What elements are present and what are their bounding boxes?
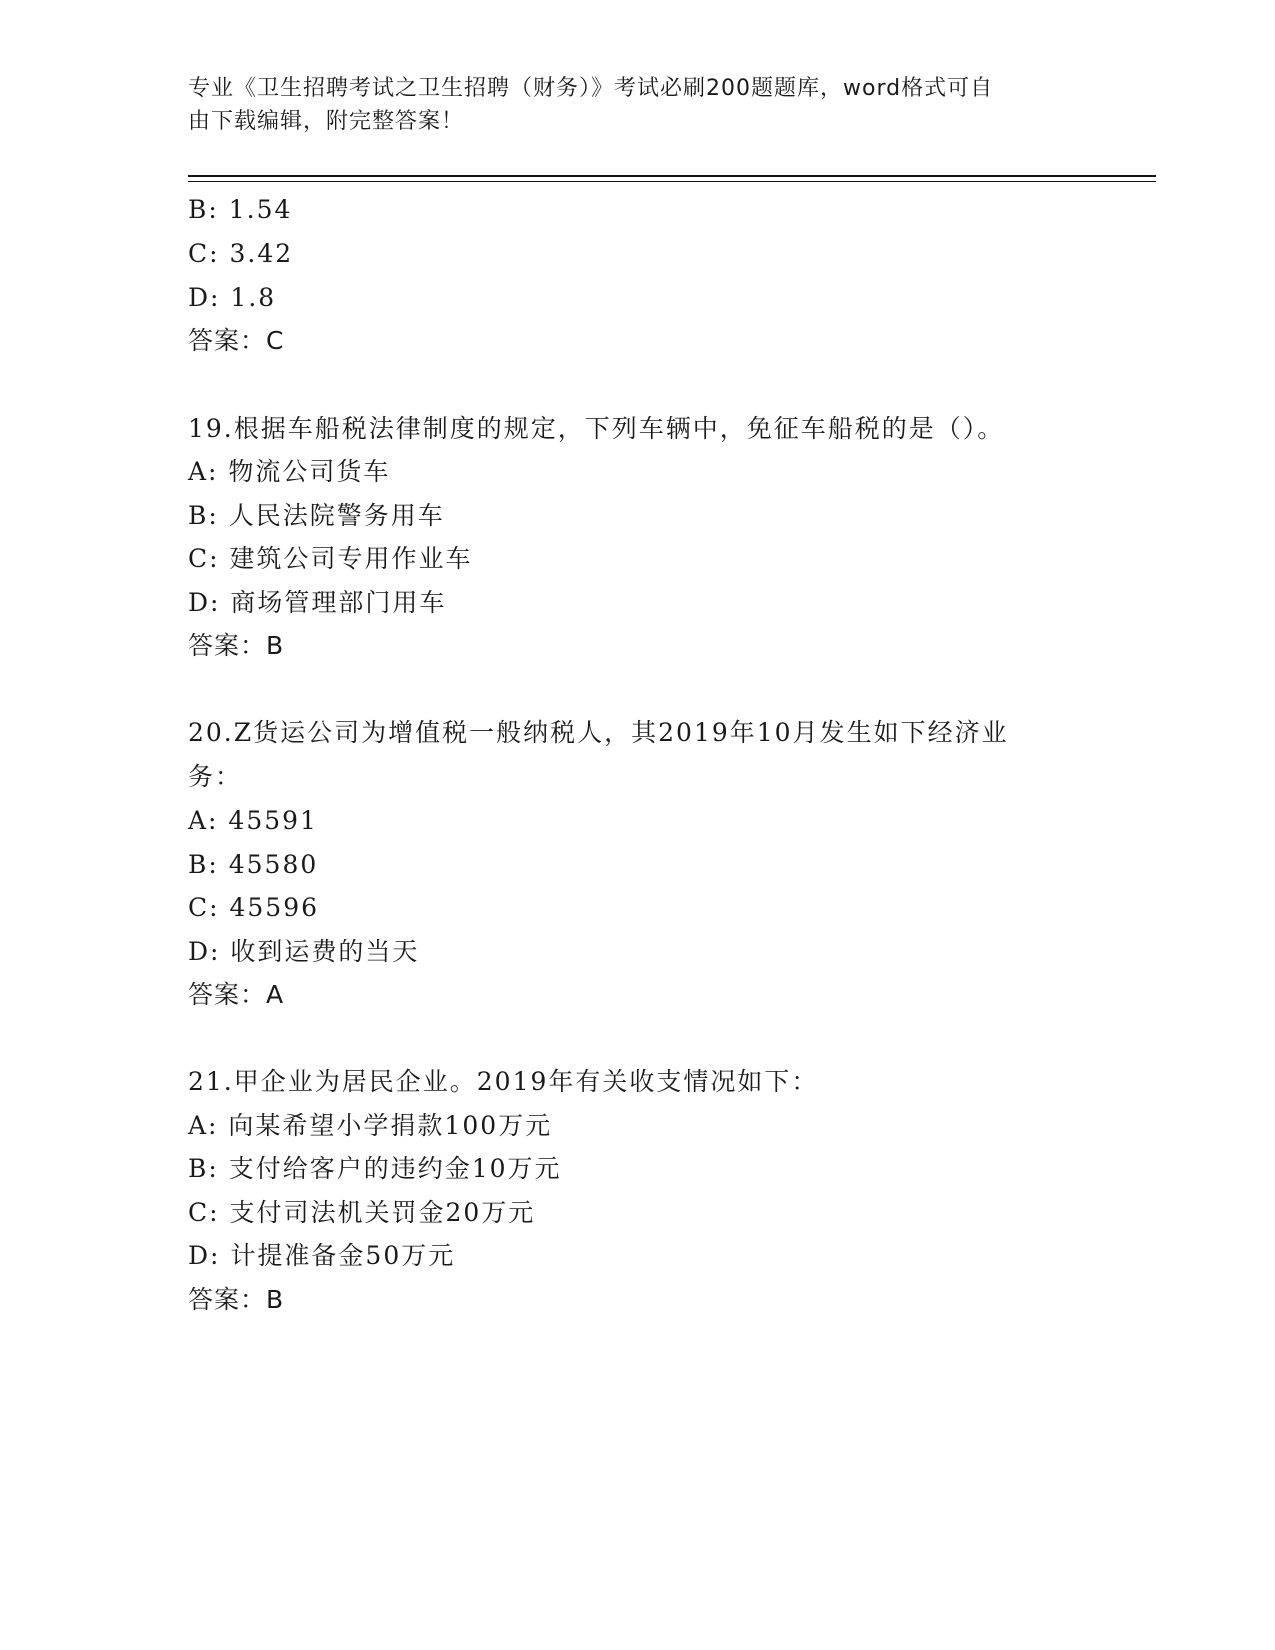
q19-question: 19.根据车船税法律制度的规定，下列车辆中，免征车船税的是（）。 — [188, 414, 1005, 443]
q21-question: 21.甲企业为居民企业。2019年有关收支情况如下： — [188, 1067, 819, 1096]
q20-answer: 答案：A — [188, 980, 285, 1009]
q19-answer: 答案：B — [188, 631, 285, 660]
q19-option-b: B: 人民法院警务用车 — [188, 501, 445, 530]
q21-option-b: B: 支付给客户的违约金10万元 — [188, 1154, 562, 1183]
q20-question-line-2: 务： — [188, 762, 243, 791]
header-line-1: 专业《卫生招聘考试之卫生招聘（财务）》考试必刷200题题库，word格式可自 — [188, 76, 994, 101]
q21-option-a: A: 向某希望小学捐款100万元 — [188, 1111, 553, 1140]
q18-option-c: C: 3.42 — [188, 239, 294, 268]
q20-option-d: D: 收到运费的当天 — [188, 937, 420, 966]
q19-option-a: A: 物流公司货车 — [188, 457, 391, 486]
q21-answer: 答案：B — [188, 1285, 285, 1314]
header-line-2: 由下载编辑，附完整答案！ — [188, 109, 465, 134]
q20-option-b: B: 45580 — [188, 850, 319, 879]
q20-option-a: A: 45591 — [188, 806, 318, 835]
q20-option-c: C: 45596 — [188, 893, 320, 922]
q20-question-line-1: 20.Z货运公司为增值税一般纳税人，其2019年10月发生如下经济业 — [188, 718, 1009, 747]
q21-option-c: C: 支付司法机关罚金20万元 — [188, 1198, 536, 1227]
q18-option-d: D: 1.8 — [188, 283, 277, 312]
q21-option-d: D: 计提准备金50万元 — [188, 1241, 456, 1270]
q19-option-d: D: 商场管理部门用车 — [188, 588, 447, 617]
q19-option-c: C: 建筑公司专用作业车 — [188, 544, 473, 573]
q18-answer: 答案：C — [188, 326, 285, 355]
header-divider-bottom — [188, 181, 1156, 182]
header-divider-top — [188, 175, 1156, 177]
page-header — [188, 72, 1068, 138]
q18-option-b: B: 1.54 — [188, 195, 293, 224]
